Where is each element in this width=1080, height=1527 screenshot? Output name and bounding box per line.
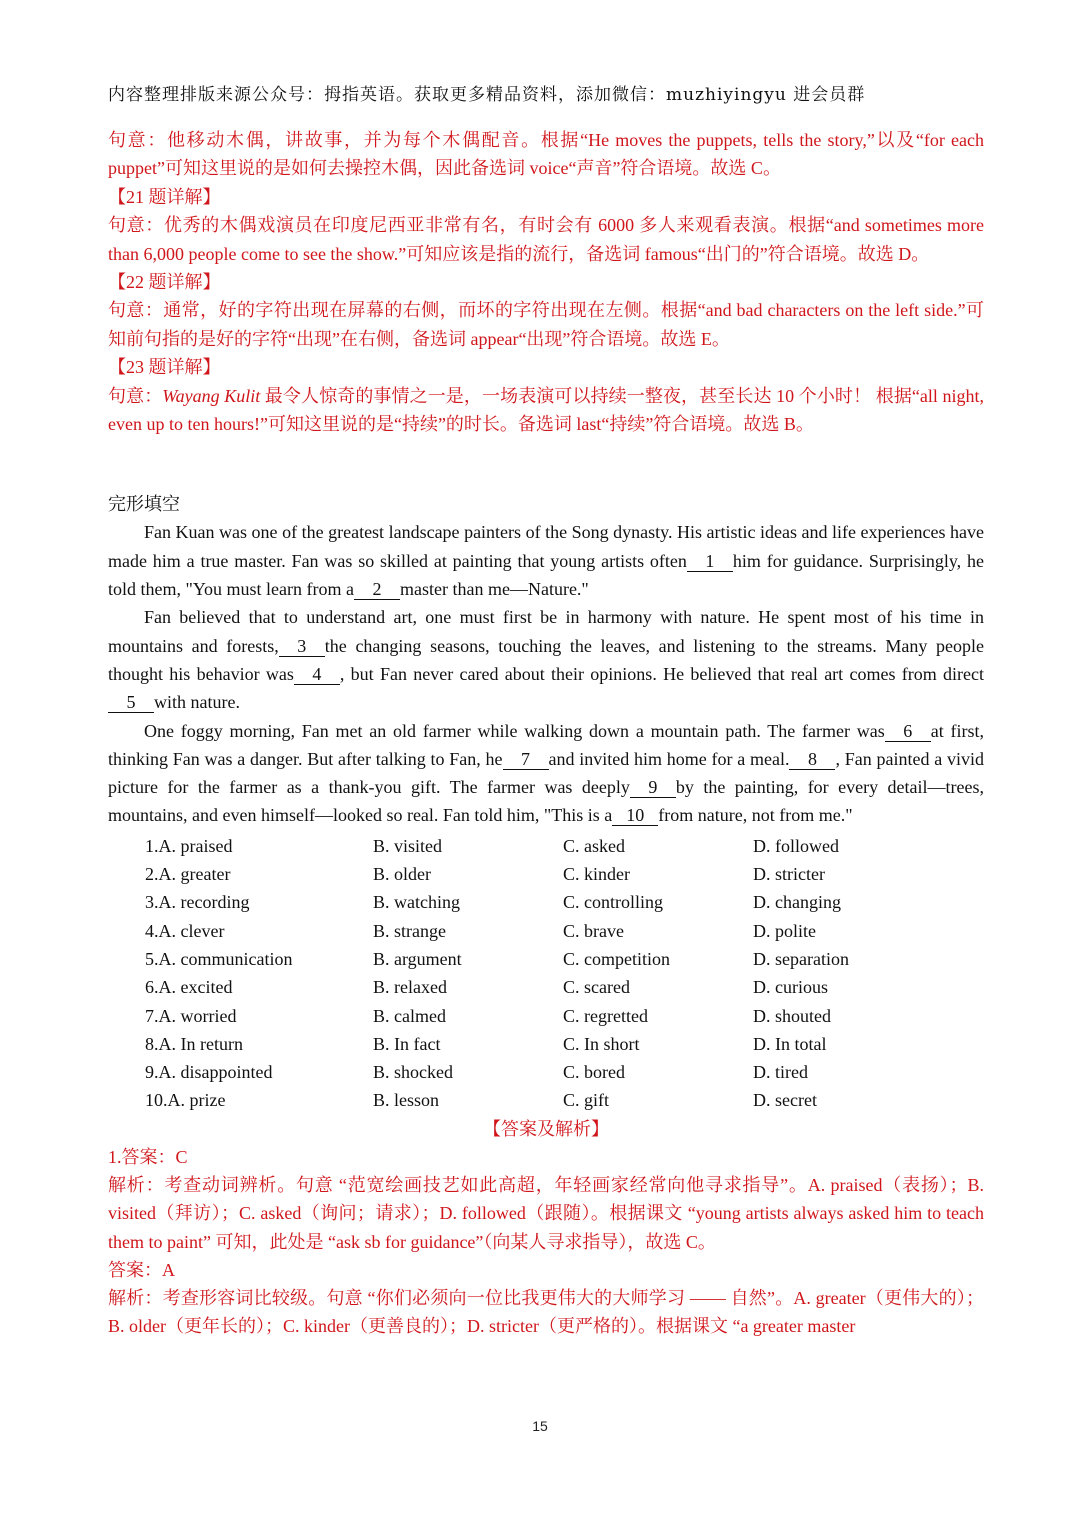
option-7-a: 7.A. worried <box>145 1005 237 1026</box>
option-6-d: D. curious <box>753 977 828 998</box>
p1-text-a: Fan Kuan was one of the greatest landscape painters of the Song dynasty. His artistic ideas and life experiences have made him a true master. Fan was so skilled at painting that young artists often <box>108 522 984 571</box>
option-6-b: B. relaxed <box>373 977 447 998</box>
option-4-a: 4.A. clever <box>145 920 225 941</box>
p2-text-b: the changing seasons, touching the leaves, and listening to the streams. Many people thought his behavior was <box>108 635 984 684</box>
q23-text: 最令人惊奇的事情之一是，一场表演可以持续一整夜，甚至长达 10 个小时！ 根据“all night, even up to ten hours!”可知这里说的是“持续”的时长。备选词 last“持续”符合语境。故选 B。 <box>108 385 984 435</box>
option-2-b: B. older <box>373 864 431 885</box>
p3-text-f: from nature, not from me." <box>658 805 853 826</box>
option-row-8 <box>108 1030 984 1058</box>
blank-3: 3 <box>279 636 325 657</box>
passage-paragraph-3 <box>108 717 984 830</box>
option-row-10 <box>108 1086 984 1114</box>
option-5-b: B. argument <box>373 948 462 969</box>
option-9-d: D. tired <box>753 1062 808 1083</box>
option-7-c: C. regretted <box>563 1005 648 1026</box>
blank-2: 2 <box>354 579 400 600</box>
answer-2-analysis: 解析：考查形容词比较级。句意 “你们必须向一位比我更伟大的大师学习 —— 自然”。A. greater（更伟大的）；B. older（更年长的）；C. kinder（更善良的）；D. stricter（更严格的）。根据课文 “a greater master <box>108 1288 984 1337</box>
q23-explanation <box>108 382 984 439</box>
blank-5: 5 <box>108 692 154 713</box>
p2-text-d: with nature. <box>154 692 240 713</box>
option-5-d: D. separation <box>753 948 849 969</box>
option-10-a: 10.A. prize <box>145 1090 226 1111</box>
cloze-title: 完形填空 <box>108 494 180 515</box>
blank-9: 9 <box>630 777 676 798</box>
option-3-d: D. changing <box>753 892 841 913</box>
option-1-d: D. followed <box>753 835 839 856</box>
option-1-c: C. asked <box>563 835 625 856</box>
option-9-b: B. shocked <box>373 1062 453 1083</box>
option-row-3 <box>108 888 984 916</box>
option-row-7 <box>108 1002 984 1030</box>
option-9-c: C. bored <box>563 1062 625 1083</box>
p2-text-a: Fan believed that to understand art, one must first be in harmony with nature. He spent most of his time in mountains and forests, <box>108 607 984 656</box>
option-2-c: C. kinder <box>563 864 630 885</box>
option-7-d: D. shouted <box>753 1005 831 1026</box>
page-content <box>108 126 984 1341</box>
option-2-d: D. stricter <box>753 864 825 885</box>
option-4-b: B. strange <box>373 920 446 941</box>
option-10-b: B. lesson <box>373 1090 440 1111</box>
cloze-passage <box>108 518 984 829</box>
q23-prefix: 句意： <box>108 385 163 406</box>
option-2-a: 2.A. greater <box>145 864 231 885</box>
option-row-4 <box>108 917 984 945</box>
blank-4: 4 <box>294 664 340 685</box>
passage-paragraph-2 <box>108 603 984 716</box>
answer-1-label: 1.答案：C <box>108 1146 188 1167</box>
option-6-a: 6.A. excited <box>145 977 233 998</box>
option-3-b: B. watching <box>373 892 460 913</box>
blank-8: 8 <box>789 749 835 770</box>
option-8-a: 8.A. In return <box>145 1033 243 1054</box>
options-list <box>108 832 984 1115</box>
option-8-b: B. In fact <box>373 1033 441 1054</box>
passage-paragraph-1 <box>108 518 984 603</box>
option-4-c: C. brave <box>563 920 624 941</box>
p1-text-b: him for guidance. Surprisingly, he told them, "You must learn from a <box>108 550 984 600</box>
option-9-a: 9.A. disappointed <box>145 1062 273 1083</box>
option-row-1 <box>108 832 984 860</box>
blank-1: 1 <box>687 551 733 572</box>
option-5-a: 5.A. communication <box>145 948 293 969</box>
option-7-b: B. calmed <box>373 1005 446 1026</box>
page-header <box>108 80 984 105</box>
option-8-d: D. In total <box>753 1033 827 1054</box>
option-row-6 <box>108 973 984 1001</box>
header-text: 内容整理排版来源公众号：拇指英语。获取更多精品资料，添加微信：muzhiyingyu 进会员群 <box>108 85 866 105</box>
answers-heading: 【答案及解析】 <box>483 1118 609 1139</box>
p3-text-d: , Fan painted a vivid picture for the farmer as a thank-you gift. The farmer was deeply <box>108 748 984 798</box>
option-10-d: D. secret <box>753 1090 817 1111</box>
option-3-a: 3.A. recording <box>145 892 250 913</box>
answer-1-analysis: 解析：考查动词辨析。句意 “范宽绘画技艺如此高超，年轻画家经常向他寻求指导”。A. praised（表扬）；B. visited（拜访）；C. asked（询问；请求）；D. followed（跟随）。根据课文 “young artists always asked him to teach them to paint” 可知，此处是 “ask sb for guidance”（向某人寻求指导），故选 C。 <box>108 1175 984 1252</box>
p2-text-c: , but Fan never cared about their opinions. He believed that real art comes from direct <box>339 663 984 684</box>
p3-text-b: at first, thinking Fan was a danger. But after talking to Fan, he <box>108 720 984 769</box>
option-1-b: B. visited <box>373 835 443 856</box>
q20-explanation: 句意：他移动木偶，讲故事，并为每个木偶配音。根据“He moves the puppets, tells the story,”以及“for each puppet”可知这里说的是如何去操控木偶，因此备选词 voice“声音”符合语境。故选 C。 <box>108 130 984 179</box>
option-row-2 <box>108 860 984 888</box>
q21-title: 【21 题详解】 <box>108 186 221 207</box>
option-8-c: C. In short <box>563 1033 640 1054</box>
option-10-c: C. gift <box>563 1090 610 1111</box>
option-5-c: C. competition <box>563 948 670 969</box>
option-row-5 <box>108 945 984 973</box>
blank-7: 7 <box>503 749 549 770</box>
p3-text-e: by the painting, for every detail—trees, mountains, and even himself—looked so real. Fan told him, "This is a <box>108 777 984 826</box>
option-3-c: C. controlling <box>563 892 663 913</box>
answers-section <box>108 1143 984 1341</box>
answer-2-label: 答案：A <box>108 1259 175 1280</box>
p1-text-c: master than me—Nature." <box>400 579 589 600</box>
blank-10: 10 <box>612 805 658 826</box>
option-6-c: C. scared <box>563 977 630 998</box>
q21-explanation: 句意：优秀的木偶戏演员在印度尼西亚非常有名，有时会有 6000 多人来观看表演。根据“and sometimes more than 6,000 people come to see the show.”可知应该是指的流行，备选词 famous“出门的”符合语境。故选 D。 <box>108 215 984 264</box>
page-number: 15 <box>532 1418 548 1434</box>
blank-6: 6 <box>885 721 931 742</box>
option-row-9 <box>108 1058 984 1086</box>
p3-text-c: and invited him home for a meal. <box>548 748 790 769</box>
q22-explanation: 句意：通常，好的字符出现在屏幕的右侧，而坏的字符出现在左侧。根据“and bad characters on the left side.”可知前句指的是好的字符“出现”在右侧，备选词 appear“出现”符合语境。故选 E。 <box>108 300 984 349</box>
option-1-a: 1.A. praised <box>145 835 233 856</box>
p3-text-a: One foggy morning, Fan met an old farmer while walking down a mountain path. The farmer was <box>144 720 885 741</box>
explanations-section <box>108 126 984 438</box>
q23-italic-term: Wayang Kulit <box>162 385 261 406</box>
q23-title: 【23 题详解】 <box>108 357 221 378</box>
option-4-d: D. polite <box>753 920 816 941</box>
q22-title: 【22 题详解】 <box>108 272 221 293</box>
